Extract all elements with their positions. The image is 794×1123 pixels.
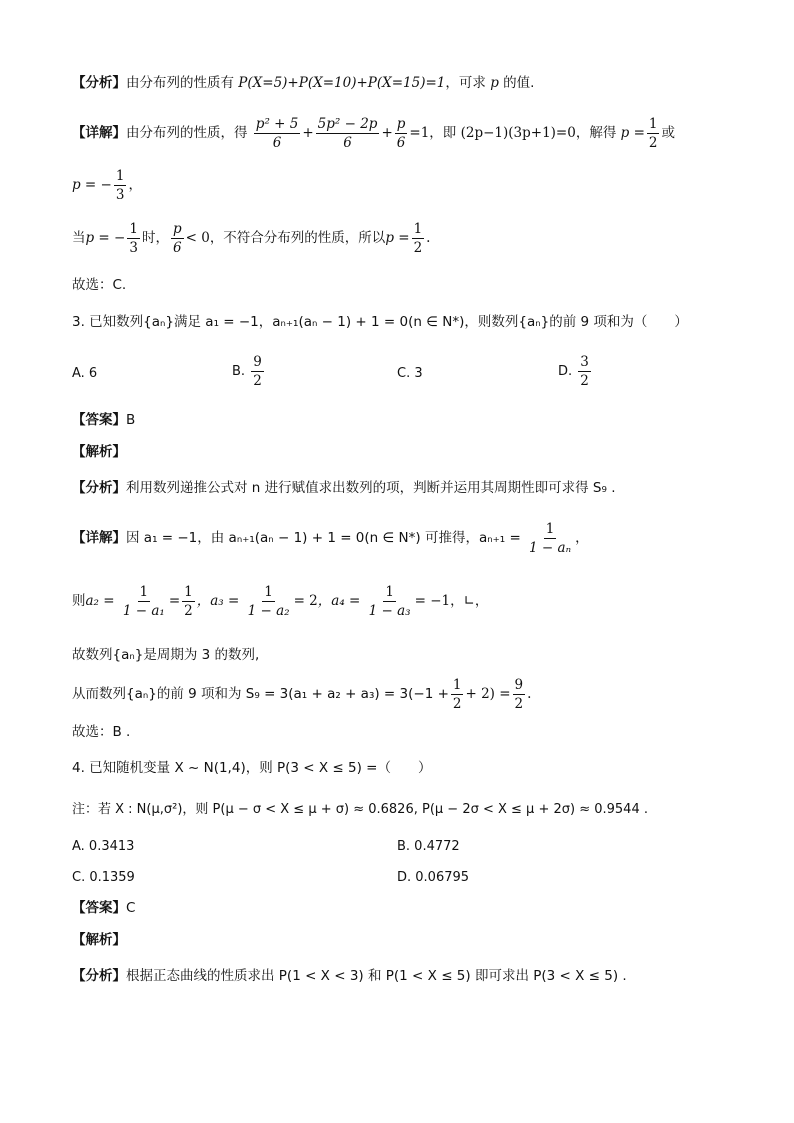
a2-lhs: a₂ = xyxy=(85,593,115,609)
fraction-recurrence xyxy=(527,520,573,557)
q3-option-b[interactable] xyxy=(232,353,266,390)
q4-answer-label: 【答案】 xyxy=(72,900,126,916)
q4-analysis-line xyxy=(72,966,734,986)
q2-when-final: p = xyxy=(385,230,410,246)
fraction-sum-result xyxy=(513,676,526,713)
fraction-sum-half-den: 2 xyxy=(452,696,462,712)
fraction-half-b-num: 1 xyxy=(413,221,423,237)
q3-sum-tail: + 2) = xyxy=(465,686,511,702)
q2-detail-formula-tail: =1，即 (2p−1)(3p+1)=0，解得 xyxy=(409,125,617,141)
q2-analysis-end: 的值. xyxy=(503,75,535,91)
a3-lhs: ，a₃ = xyxy=(196,593,240,609)
fraction-3 xyxy=(395,115,408,152)
fraction-half xyxy=(647,115,660,152)
q2-analysis-tail: ，可求 xyxy=(445,75,486,91)
q4-analysis-label: 【分析】 xyxy=(72,968,126,984)
q2-detail-or: 或 xyxy=(661,125,675,141)
fraction-3-num: p xyxy=(396,116,406,132)
q3-analysis-text: 利用数列递推公式对 n 进行赋值求出数列的项，判断并运用其周期性即可求得 S₉ . xyxy=(126,480,616,496)
a3-eq: = 2 xyxy=(293,593,318,609)
q3-stem: 3. 已知数列{aₙ}满足 a₁ = −1，aₙ₊₁(aₙ − 1) + 1 = 0(n ∈ N*)，则数列{aₙ}的前 9 项和为（ ） xyxy=(72,314,688,330)
q3-then-text: 则 xyxy=(72,593,86,609)
answer-label: 【答案】 xyxy=(72,412,126,428)
fraction-rec-den: 1 − aₙ xyxy=(529,540,572,556)
q4-answer: C xyxy=(126,900,136,916)
q2-when-line: 当p = − $\frac{1}{3}$ 时， $\frac{p}{6}$ < 0，不符合分布列的性质，所以p = $\frac{1}{2}$ . xyxy=(72,221,431,256)
q3-sum-text: 从而数列{aₙ}的前 9 项和为 S₉ = 3(a₁ + a₂ + a₃) = 3(−1 + xyxy=(72,686,449,702)
q2-sol2-prefix: p = − xyxy=(72,177,112,193)
fraction-third-b-den: 3 xyxy=(129,240,138,256)
q2-when-tail: ，不符合分布列的性质，所以 xyxy=(209,230,386,246)
q3-explain-label: 【解析】 xyxy=(72,444,126,460)
fraction-1-num: p² + 5 xyxy=(255,116,299,132)
fraction-a2-val-den: 2 xyxy=(184,603,193,619)
fraction-third xyxy=(114,167,127,204)
fraction-sum-half-num: 1 xyxy=(452,677,462,693)
q3-option-b-prefix: B. xyxy=(232,364,246,379)
fraction-p6 xyxy=(171,220,184,257)
analysis-label: 【分析】 xyxy=(72,75,126,91)
fraction-1 xyxy=(254,115,301,152)
q2-when-ineq: < 0 xyxy=(185,230,210,246)
fraction-1-den: 6 xyxy=(272,135,282,151)
q2-when-text: 当 xyxy=(72,230,86,246)
q3-period-text: 故数列{aₙ}是周期为 3 的数列, xyxy=(72,647,260,663)
q4-answer-line xyxy=(72,898,734,918)
q3-detail-text: 因 a₁ = −1，由 aₙ₊₁(aₙ − 1) + 1 = 0(n ∈ N*) 可推得，aₙ₊₁ = xyxy=(126,530,521,546)
a2-eq: = xyxy=(168,593,181,609)
fraction-p6-den: 6 xyxy=(172,240,182,256)
q4-option-d[interactable]: D. 0.06795 xyxy=(397,870,470,885)
q2-when-shi: 时， xyxy=(141,230,169,246)
q2-detail-text: 由分布列的性质，得 xyxy=(126,125,248,141)
q2-analysis-formula: P(X=5)+P(X=10)+P(X=15)=1 xyxy=(238,75,446,91)
a4-lhs: ，a₄ = xyxy=(317,593,361,609)
fraction-a2-num: 1 xyxy=(139,584,149,600)
q3-terms-line xyxy=(72,582,734,620)
fraction-half-b-den: 2 xyxy=(413,240,423,256)
q2-analysis-var: p xyxy=(490,75,499,91)
q3-option-c[interactable]: C. 3 xyxy=(397,366,423,381)
q4-stem: 4. 已知随机变量 X ~ N(1,4)，则 P(3 < X ≤ 5) =（ ） xyxy=(72,760,432,776)
detail-label: 【详解】 xyxy=(72,125,126,141)
fraction-3-den: 6 xyxy=(396,135,406,151)
fraction-a4-num: 1 xyxy=(385,584,394,600)
q4-option-b[interactable]: B. 0.4772 xyxy=(397,839,460,854)
q3-dots: ，∟， xyxy=(450,593,489,609)
fraction-third-b-num: 1 xyxy=(129,221,138,237)
q4-note: 注：若 X : N(μ,σ²)，则 P(μ − σ < X ≤ μ + σ) ≈ 0.6826, P(μ − 2σ < X ≤ μ + 2σ) ≈ 0.9544 . xyxy=(72,802,648,817)
fraction-nine-den: 2 xyxy=(253,373,262,389)
fraction-2-num: 5p² − 2p xyxy=(317,116,378,132)
fraction-half-b xyxy=(412,220,425,257)
q3-option-d[interactable] xyxy=(558,353,593,390)
fraction-a2-val-num: 1 xyxy=(184,584,193,600)
fraction-a2 xyxy=(121,583,167,620)
fraction-half-den: 2 xyxy=(648,135,658,151)
fraction-a3-num: 1 xyxy=(264,584,273,600)
fraction-a3-den: 1 − a₂ xyxy=(247,603,290,619)
q2-sol2-suffix: ， xyxy=(128,177,142,193)
fraction-a4 xyxy=(367,583,413,620)
q2-analysis-line xyxy=(72,73,734,93)
q3-detail-line: 【详解】因 a₁ = −1，由 aₙ₊₁(aₙ − 1) + 1 = 0(n ∈ N*) 可推得，aₙ₊₁ = $\frac{1}{\text{1 − aₙ}}$ ， xyxy=(72,521,589,556)
q2-sol2-line xyxy=(72,166,734,204)
q2-detail-sol1: p = xyxy=(620,125,645,141)
fraction-a3 xyxy=(246,583,292,620)
fraction-a2-den: 1 − a₁ xyxy=(122,603,165,619)
q3-option-a[interactable]: A. 6 xyxy=(72,366,98,381)
a4-eq: = −1 xyxy=(414,593,451,609)
fraction-2-den: 6 xyxy=(343,135,352,151)
q3-answer-line xyxy=(72,410,734,430)
q2-when-p: p = − xyxy=(85,230,126,246)
fraction-nine-half xyxy=(251,353,264,390)
q2-detail-line: 【详解】由分布列的性质，得 $\frac{\text{p² + 5}}{6}$ + $\frac{\text{5p² − 2p}}{6}$ + $\frac{p}{6}$ =1，即 (2p−1)(3p+1)=0，解得 p = $\frac{1}{2}$ 或 xyxy=(72,116,675,151)
fraction-2 xyxy=(316,115,380,152)
fraction-three-half xyxy=(578,353,591,390)
fraction-a2-val xyxy=(182,583,195,620)
q4-analysis-text: 根据正态曲线的性质求出 P(1 < X < 3) 和 P(1 < X ≤ 5) 即可求出 P(3 < X ≤ 5) . xyxy=(126,968,627,984)
q3-choose: 故选：B . xyxy=(72,724,131,740)
q3-answer: B xyxy=(126,412,136,428)
fraction-sum-result-num: 9 xyxy=(514,677,524,693)
fraction-three-num: 3 xyxy=(580,354,589,370)
fraction-sum-result-den: 2 xyxy=(514,696,524,712)
q4-option-a[interactable]: A. 0.3413 xyxy=(72,839,135,854)
fraction-three-den: 2 xyxy=(580,373,589,389)
q4-explain-label: 【解析】 xyxy=(72,932,126,948)
q3-option-d-prefix: D. xyxy=(558,364,573,379)
fraction-p6-num: p xyxy=(172,221,182,237)
q3-analysis-line xyxy=(72,478,734,498)
fraction-rec-num: 1 xyxy=(545,521,555,537)
fraction-nine-num: 9 xyxy=(253,354,262,370)
q3-sum-line: 从而数列{aₙ}的前 9 项和为 S₉ = 3(a₁ + a₂ + a₃) = 3(−1 + $\frac{1}{2}$ + 2) = $\frac{9}{2}$ . xyxy=(72,677,532,712)
fraction-half-num: 1 xyxy=(648,116,658,132)
fraction-third-num: 1 xyxy=(115,168,125,184)
q4-option-c[interactable]: C. 0.1359 xyxy=(72,870,135,885)
fraction-third-den: 3 xyxy=(115,187,125,203)
q3-detail-label: 【详解】 xyxy=(72,530,126,546)
q2-choose: 故选：C. xyxy=(72,277,127,293)
fraction-third-b xyxy=(127,220,140,257)
fraction-a4-den: 1 − a₃ xyxy=(368,603,411,619)
q3-analysis-label: 【分析】 xyxy=(72,480,126,496)
q2-analysis-text: 由分布列的性质有 xyxy=(126,75,234,91)
fraction-sum-half xyxy=(451,676,464,713)
